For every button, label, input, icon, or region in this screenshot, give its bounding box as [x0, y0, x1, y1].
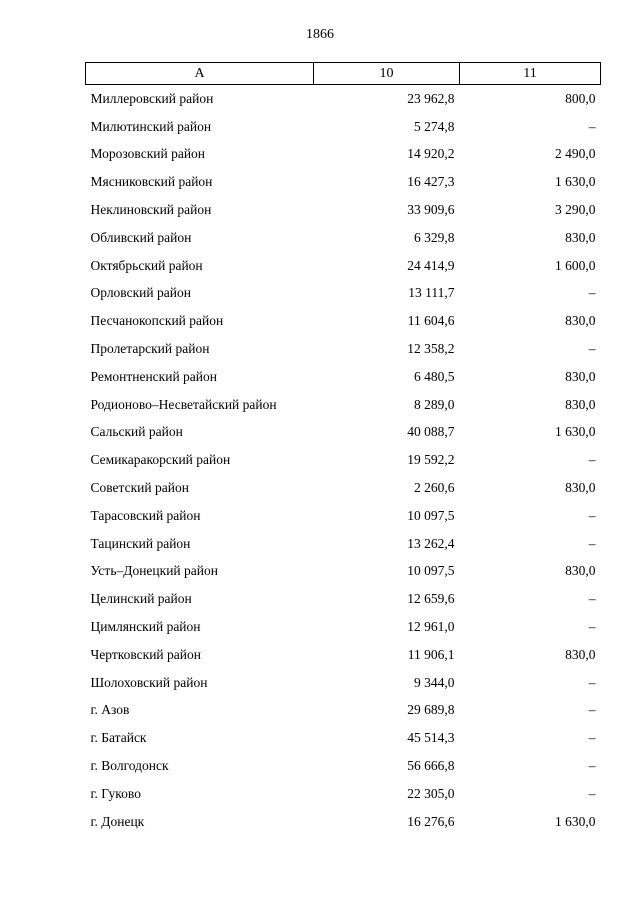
row-value-11: 830,0 [565, 480, 596, 496]
table-row [86, 391, 601, 419]
table-row [86, 752, 601, 780]
header-col-11: 11 [460, 63, 601, 85]
row-value-10: 2 260,6 [414, 480, 455, 496]
table-row [86, 474, 601, 502]
table-header-row [86, 63, 601, 85]
row-name: Октябрьский район [90, 257, 203, 273]
row-value-10: 11 604,6 [407, 313, 455, 329]
row-value-10: 16 427,3 [407, 174, 455, 190]
row-name: г. Донецк [90, 813, 145, 829]
row-name: Мясниковский район [90, 174, 213, 190]
row-name: Цимлянский район [90, 619, 201, 635]
header-col-10: 10 [314, 63, 460, 85]
budget-table-container [85, 62, 600, 836]
row-name: Чертковский район [90, 646, 201, 662]
table-row [86, 419, 601, 447]
table-row [86, 363, 601, 391]
row-value-11: – [588, 285, 596, 301]
row-name: Родионово–Несветайский район [90, 396, 277, 412]
row-name: г. Волгодонск [90, 758, 169, 774]
row-name: г. Батайск [90, 730, 147, 746]
row-name: Неклиновский район [90, 202, 212, 218]
table-row [86, 697, 601, 725]
row-value-11: 2 490,0 [555, 146, 596, 162]
table-row [86, 280, 601, 308]
row-value-10: 12 659,6 [407, 591, 455, 607]
row-name: Ремонтненский район [90, 368, 217, 384]
row-value-10: 12 358,2 [407, 341, 455, 357]
row-name: Тарасовский район [90, 507, 201, 523]
row-value-11: 1 630,0 [555, 174, 596, 190]
row-value-10: 23 962,8 [407, 90, 455, 106]
row-value-10: 16 276,6 [407, 813, 455, 829]
row-value-11: 1 630,0 [555, 424, 596, 440]
row-value-11: – [588, 758, 596, 774]
table-row [86, 141, 601, 169]
table-row [86, 113, 601, 141]
row-value-11: 800,0 [565, 90, 596, 106]
table-row [86, 85, 601, 113]
table-row [86, 641, 601, 669]
row-value-11: – [588, 535, 596, 551]
row-value-11: 3 290,0 [555, 202, 596, 218]
row-value-10: 6 480,5 [414, 368, 455, 384]
table-row [86, 558, 601, 586]
row-name: Песчанокопский район [90, 313, 224, 329]
row-value-10: 9 344,0 [414, 674, 455, 690]
row-value-11: 1 600,0 [555, 257, 596, 273]
row-name: Усть–Донецкий район [90, 563, 218, 579]
row-name: Миллеровский район [90, 90, 214, 106]
row-name: г. Азов [90, 702, 130, 718]
row-value-10: 6 329,8 [414, 229, 455, 245]
row-value-10: 22 305,0 [407, 785, 455, 801]
row-name: Семикаракорский район [90, 452, 231, 468]
row-value-11: – [588, 702, 596, 718]
row-value-10: 11 906,1 [407, 646, 455, 662]
row-value-11: – [588, 619, 596, 635]
table-row [86, 502, 601, 530]
table-row [86, 808, 601, 836]
row-value-11: – [588, 507, 596, 523]
row-value-11: 830,0 [565, 313, 596, 329]
table-body [86, 85, 601, 836]
table-row [86, 168, 601, 196]
row-value-11: – [588, 452, 596, 468]
row-value-11: 830,0 [565, 368, 596, 384]
page-number: 1866 [306, 27, 334, 42]
row-value-10: 29 689,8 [407, 702, 455, 718]
row-value-10: 24 414,9 [407, 257, 455, 273]
row-value-11: 830,0 [565, 563, 596, 579]
table-row [86, 307, 601, 335]
row-value-10: 19 592,2 [407, 452, 455, 468]
row-value-11: 830,0 [565, 646, 596, 662]
row-name: Советский район [90, 480, 189, 496]
row-value-10: 33 909,6 [407, 202, 455, 218]
table-row [86, 252, 601, 280]
table-row [86, 613, 601, 641]
row-name: Тацинский район [90, 535, 191, 551]
row-name: Милютинский район [90, 118, 212, 134]
table-row [86, 669, 601, 697]
budget-table [85, 62, 601, 836]
row-value-11: 830,0 [565, 229, 596, 245]
table-row [86, 530, 601, 558]
row-name: Шолоховский район [90, 674, 208, 690]
row-name: г. Гуково [90, 785, 141, 801]
table-row [86, 585, 601, 613]
row-value-10: 13 111,7 [408, 285, 455, 301]
table-row [86, 224, 601, 252]
row-name: Орловский район [90, 285, 191, 301]
row-value-10: 12 961,0 [407, 619, 455, 635]
row-name: Обливский район [90, 229, 192, 245]
row-value-10: 5 274,8 [414, 118, 455, 134]
row-value-10: 10 097,5 [407, 507, 455, 523]
row-name: Морозовский район [90, 146, 206, 162]
row-value-11: – [588, 591, 596, 607]
table-row [86, 780, 601, 808]
row-value-11: – [588, 118, 596, 134]
row-value-11: – [588, 785, 596, 801]
row-value-11: – [588, 730, 596, 746]
row-value-10: 56 666,8 [407, 758, 455, 774]
row-value-11: 830,0 [565, 396, 596, 412]
row-value-11: 1 630,0 [555, 813, 596, 829]
row-value-10: 10 097,5 [407, 563, 455, 579]
row-value-10: 40 088,7 [407, 424, 455, 440]
table-row [86, 446, 601, 474]
table-row [86, 335, 601, 363]
row-value-10: 8 289,0 [414, 396, 455, 412]
row-value-10: 13 262,4 [407, 535, 455, 551]
row-value-10: 14 920,2 [407, 146, 455, 162]
row-name: Целинский район [90, 591, 192, 607]
table-row [86, 196, 601, 224]
row-value-11: – [588, 341, 596, 357]
row-value-11: – [588, 674, 596, 690]
table-row [86, 724, 601, 752]
row-name: Сальский район [90, 424, 183, 440]
row-value-10: 45 514,3 [407, 730, 455, 746]
row-name: Пролетарский район [90, 341, 210, 357]
header-col-a: А [86, 63, 314, 85]
